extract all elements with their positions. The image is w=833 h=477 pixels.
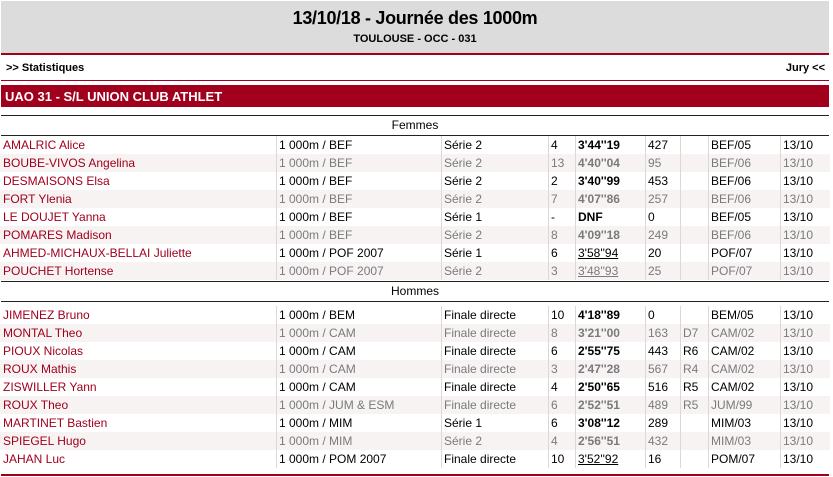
athlete-name[interactable]: ROUX Theo bbox=[3, 398, 69, 412]
points-cell: 0 bbox=[645, 306, 681, 324]
table-row bbox=[0, 154, 830, 172]
performance-cell: 2'52''51 bbox=[575, 396, 645, 414]
round-cell: Série 2 bbox=[441, 172, 548, 190]
table-row bbox=[0, 136, 830, 154]
section-header-femmes: Femmes bbox=[1, 115, 829, 136]
event-cell: 1 000m / CAM bbox=[276, 342, 439, 360]
performance-cell: 3'21''00 bbox=[575, 324, 645, 342]
points-cell: 257 bbox=[645, 190, 681, 208]
table-row bbox=[0, 262, 830, 280]
performance-cell: 3'08''12 bbox=[575, 414, 645, 432]
event-cell: 1 000m / BEF bbox=[276, 190, 439, 208]
athlete-name[interactable]: JIMENEZ Bruno bbox=[3, 308, 90, 322]
performance-cell[interactable]: 3'58''94 bbox=[575, 244, 645, 262]
round-cell: Série 2 bbox=[441, 190, 548, 208]
nav-bar bbox=[1, 56, 829, 81]
round-cell: Série 2 bbox=[441, 432, 548, 450]
table-row bbox=[0, 450, 830, 468]
athlete-name[interactable]: AHMED-MICHAUX-BELLAI Juliette bbox=[3, 246, 192, 260]
points-cell: 20 bbox=[645, 244, 681, 262]
event-cell: 1 000m / JUM & ESM bbox=[276, 396, 439, 414]
place-cell: 3 bbox=[548, 360, 575, 378]
category-cell: POF/07 bbox=[708, 262, 779, 280]
level-cell bbox=[680, 306, 707, 324]
place-cell: 10 bbox=[548, 306, 575, 324]
points-cell: 249 bbox=[645, 226, 681, 244]
performance-cell: 4'18''89 bbox=[575, 306, 645, 324]
place-cell: 6 bbox=[548, 396, 575, 414]
date-cell: 13/10 bbox=[780, 262, 829, 280]
table-row bbox=[0, 324, 830, 342]
round-cell: Série 1 bbox=[441, 208, 548, 226]
round-cell: Finale directe bbox=[441, 306, 548, 324]
points-cell: 432 bbox=[645, 432, 681, 450]
points-cell: 0 bbox=[645, 208, 681, 226]
athlete-name[interactable]: BOUBE-VIVOS Angelina bbox=[3, 156, 136, 170]
event-cell: 1 000m / CAM bbox=[276, 360, 439, 378]
athlete-name[interactable]: POMARES Madison bbox=[3, 228, 112, 242]
date-cell: 13/10 bbox=[780, 226, 829, 244]
category-cell: CAM/02 bbox=[708, 324, 779, 342]
round-cell: Finale directe bbox=[441, 378, 548, 396]
level-cell: R5 bbox=[680, 378, 707, 396]
table-row bbox=[0, 208, 830, 226]
level-cell bbox=[680, 172, 707, 190]
performance-cell: 2'47''28 bbox=[575, 360, 645, 378]
table-row bbox=[0, 190, 830, 208]
round-cell: Série 1 bbox=[441, 414, 548, 432]
athlete-name[interactable]: LE DOUJET Yanna bbox=[3, 210, 106, 224]
level-cell: D7 bbox=[680, 324, 707, 342]
table-row bbox=[0, 378, 830, 396]
category-cell: BEF/06 bbox=[708, 190, 779, 208]
event-cell: 1 000m / MIM bbox=[276, 414, 439, 432]
level-cell bbox=[680, 262, 707, 280]
category-cell: POF/07 bbox=[708, 244, 779, 262]
points-cell: 489 bbox=[645, 396, 681, 414]
performance-cell: 2'56''51 bbox=[575, 432, 645, 450]
points-cell: 95 bbox=[645, 154, 681, 172]
level-cell: R4 bbox=[680, 360, 707, 378]
date-cell: 13/10 bbox=[780, 414, 829, 432]
table-row bbox=[0, 414, 830, 432]
points-cell: 25 bbox=[645, 262, 681, 280]
performance-cell[interactable]: 3'48''93 bbox=[575, 262, 645, 280]
date-cell: 13/10 bbox=[780, 342, 829, 360]
page-title: 13/10/18 - Journée des 1000m bbox=[292, 8, 538, 28]
performance-cell: 3'44''19 bbox=[575, 136, 645, 154]
table-row bbox=[0, 226, 830, 244]
category-cell: BEF/05 bbox=[708, 136, 779, 154]
athlete-name[interactable]: FORT Ylenia bbox=[3, 192, 72, 206]
level-cell bbox=[680, 244, 707, 262]
category-cell: BEM/05 bbox=[708, 306, 779, 324]
points-cell: 163 bbox=[645, 324, 681, 342]
round-cell: Finale directe bbox=[441, 450, 548, 468]
event-cell: 1 000m / CAM bbox=[276, 378, 439, 396]
level-cell bbox=[680, 226, 707, 244]
place-cell: 8 bbox=[548, 324, 575, 342]
category-cell: BEF/05 bbox=[708, 208, 779, 226]
place-cell: 4 bbox=[548, 136, 575, 154]
category-cell: MIM/03 bbox=[708, 432, 779, 450]
performance-cell: 2'55''75 bbox=[575, 342, 645, 360]
level-cell bbox=[680, 450, 707, 468]
athlete-name[interactable]: DESMAISONS Elsa bbox=[3, 174, 110, 188]
athlete-name[interactable]: SPIEGEL Hugo bbox=[3, 434, 86, 448]
event-cell: 1 000m / BEF bbox=[276, 154, 439, 172]
level-cell bbox=[680, 414, 707, 432]
athlete-name[interactable]: POUCHET Hortense bbox=[3, 264, 114, 278]
date-cell: 13/10 bbox=[780, 324, 829, 342]
event-cell: 1 000m / MIM bbox=[276, 432, 439, 450]
page-subtitle: TOULOUSE - OCC - 031 bbox=[353, 33, 477, 45]
statistiques-link[interactable]: >> Statistiques bbox=[6, 62, 85, 74]
athlete-name[interactable]: ZISWILLER Yann bbox=[3, 380, 97, 394]
place-cell: 4 bbox=[548, 378, 575, 396]
points-cell: 16 bbox=[645, 450, 681, 468]
jury-link[interactable]: Jury << bbox=[785, 62, 825, 74]
category-cell: JUM/99 bbox=[708, 396, 779, 414]
performance-cell[interactable]: 3'52''92 bbox=[575, 450, 645, 468]
date-cell: 13/10 bbox=[780, 360, 829, 378]
date-cell: 13/10 bbox=[780, 306, 829, 324]
round-cell: Série 1 bbox=[441, 244, 548, 262]
performance-cell: 3'40''99 bbox=[575, 172, 645, 190]
place-cell: 13 bbox=[548, 154, 575, 172]
table-row bbox=[0, 306, 830, 324]
performance-cell: 2'50''65 bbox=[575, 378, 645, 396]
points-cell: 567 bbox=[645, 360, 681, 378]
performance-cell: 4'07''86 bbox=[575, 190, 645, 208]
points-cell: 453 bbox=[645, 172, 681, 190]
event-cell: 1 000m / POF 2007 bbox=[276, 244, 439, 262]
place-cell: - bbox=[548, 208, 575, 226]
category-cell: BEF/06 bbox=[708, 226, 779, 244]
event-cell: 1 000m / BEF bbox=[276, 136, 439, 154]
level-cell bbox=[680, 136, 707, 154]
page-header bbox=[1, 1, 829, 55]
date-cell: 13/10 bbox=[780, 244, 829, 262]
date-cell: 13/10 bbox=[780, 154, 829, 172]
performance-cell: DNF bbox=[575, 208, 645, 226]
date-cell: 13/10 bbox=[780, 190, 829, 208]
athlete-name[interactable]: JAHAN Luc bbox=[3, 452, 66, 466]
place-cell: 10 bbox=[548, 450, 575, 468]
table-row bbox=[0, 432, 830, 450]
level-cell bbox=[680, 154, 707, 172]
athlete-name[interactable]: AMALRIC Alice bbox=[3, 138, 86, 152]
points-cell: 289 bbox=[645, 414, 681, 432]
level-cell bbox=[680, 208, 707, 226]
place-cell: 8 bbox=[548, 226, 575, 244]
points-cell: 516 bbox=[645, 378, 681, 396]
table-row bbox=[0, 360, 830, 378]
place-cell: 4 bbox=[548, 432, 575, 450]
event-cell: 1 000m / CAM bbox=[276, 324, 439, 342]
round-cell: Finale directe bbox=[441, 342, 548, 360]
place-cell: 6 bbox=[548, 244, 575, 262]
date-cell: 13/10 bbox=[780, 450, 829, 468]
place-cell: 7 bbox=[548, 190, 575, 208]
points-cell: 443 bbox=[645, 342, 681, 360]
event-cell: 1 000m / POF 2007 bbox=[276, 262, 439, 280]
round-cell: Série 2 bbox=[441, 154, 548, 172]
date-cell: 13/10 bbox=[780, 378, 829, 396]
round-cell: Série 2 bbox=[441, 226, 548, 244]
athlete-name[interactable]: PIOUX Nicolas bbox=[3, 344, 84, 358]
points-cell: 427 bbox=[645, 136, 681, 154]
date-cell: 13/10 bbox=[780, 208, 829, 226]
section-header-hommes: Hommes bbox=[1, 281, 829, 302]
round-cell: Finale directe bbox=[441, 396, 548, 414]
date-cell: 13/10 bbox=[780, 136, 829, 154]
round-cell: Finale directe bbox=[441, 324, 548, 342]
table-row bbox=[0, 342, 830, 360]
level-cell bbox=[680, 190, 707, 208]
place-cell: 6 bbox=[548, 342, 575, 360]
event-cell: 1 000m / BEF bbox=[276, 172, 439, 190]
category-cell: POM/07 bbox=[708, 450, 779, 468]
club-header bbox=[1, 85, 829, 107]
club-name: UAO 31 - S/L UNION CLUB ATHLET bbox=[5, 89, 223, 104]
date-cell: 13/10 bbox=[780, 172, 829, 190]
performance-cell: 4'09''18 bbox=[575, 226, 645, 244]
bottom-divider bbox=[1, 474, 829, 476]
event-cell: 1 000m / POM 2007 bbox=[276, 450, 439, 468]
round-cell: Finale directe bbox=[441, 360, 548, 378]
place-cell: 2 bbox=[548, 172, 575, 190]
table-row bbox=[0, 172, 830, 190]
level-cell: R5 bbox=[680, 396, 707, 414]
round-cell: Série 2 bbox=[441, 136, 548, 154]
place-cell: 6 bbox=[548, 414, 575, 432]
category-cell: CAM/02 bbox=[708, 360, 779, 378]
date-cell: 13/10 bbox=[780, 432, 829, 450]
category-cell: BEF/06 bbox=[708, 172, 779, 190]
event-cell: 1 000m / BEF bbox=[276, 226, 439, 244]
table-row bbox=[0, 244, 830, 262]
level-cell bbox=[680, 432, 707, 450]
category-cell: CAM/02 bbox=[708, 378, 779, 396]
event-cell: 1 000m / BEM bbox=[276, 306, 439, 324]
category-cell: CAM/02 bbox=[708, 342, 779, 360]
category-cell: BEF/06 bbox=[708, 154, 779, 172]
athlete-name[interactable]: MONTAL Theo bbox=[3, 326, 83, 340]
event-cell: 1 000m / BEF bbox=[276, 208, 439, 226]
performance-cell: 4'40''04 bbox=[575, 154, 645, 172]
athlete-name[interactable]: MARTINET Bastien bbox=[3, 416, 108, 430]
table-row bbox=[0, 396, 830, 414]
place-cell: 3 bbox=[548, 262, 575, 280]
athlete-name[interactable]: ROUX Mathis bbox=[3, 362, 77, 376]
category-cell: MIM/03 bbox=[708, 414, 779, 432]
date-cell: 13/10 bbox=[780, 396, 829, 414]
round-cell: Série 2 bbox=[441, 262, 548, 280]
level-cell: R6 bbox=[680, 342, 707, 360]
